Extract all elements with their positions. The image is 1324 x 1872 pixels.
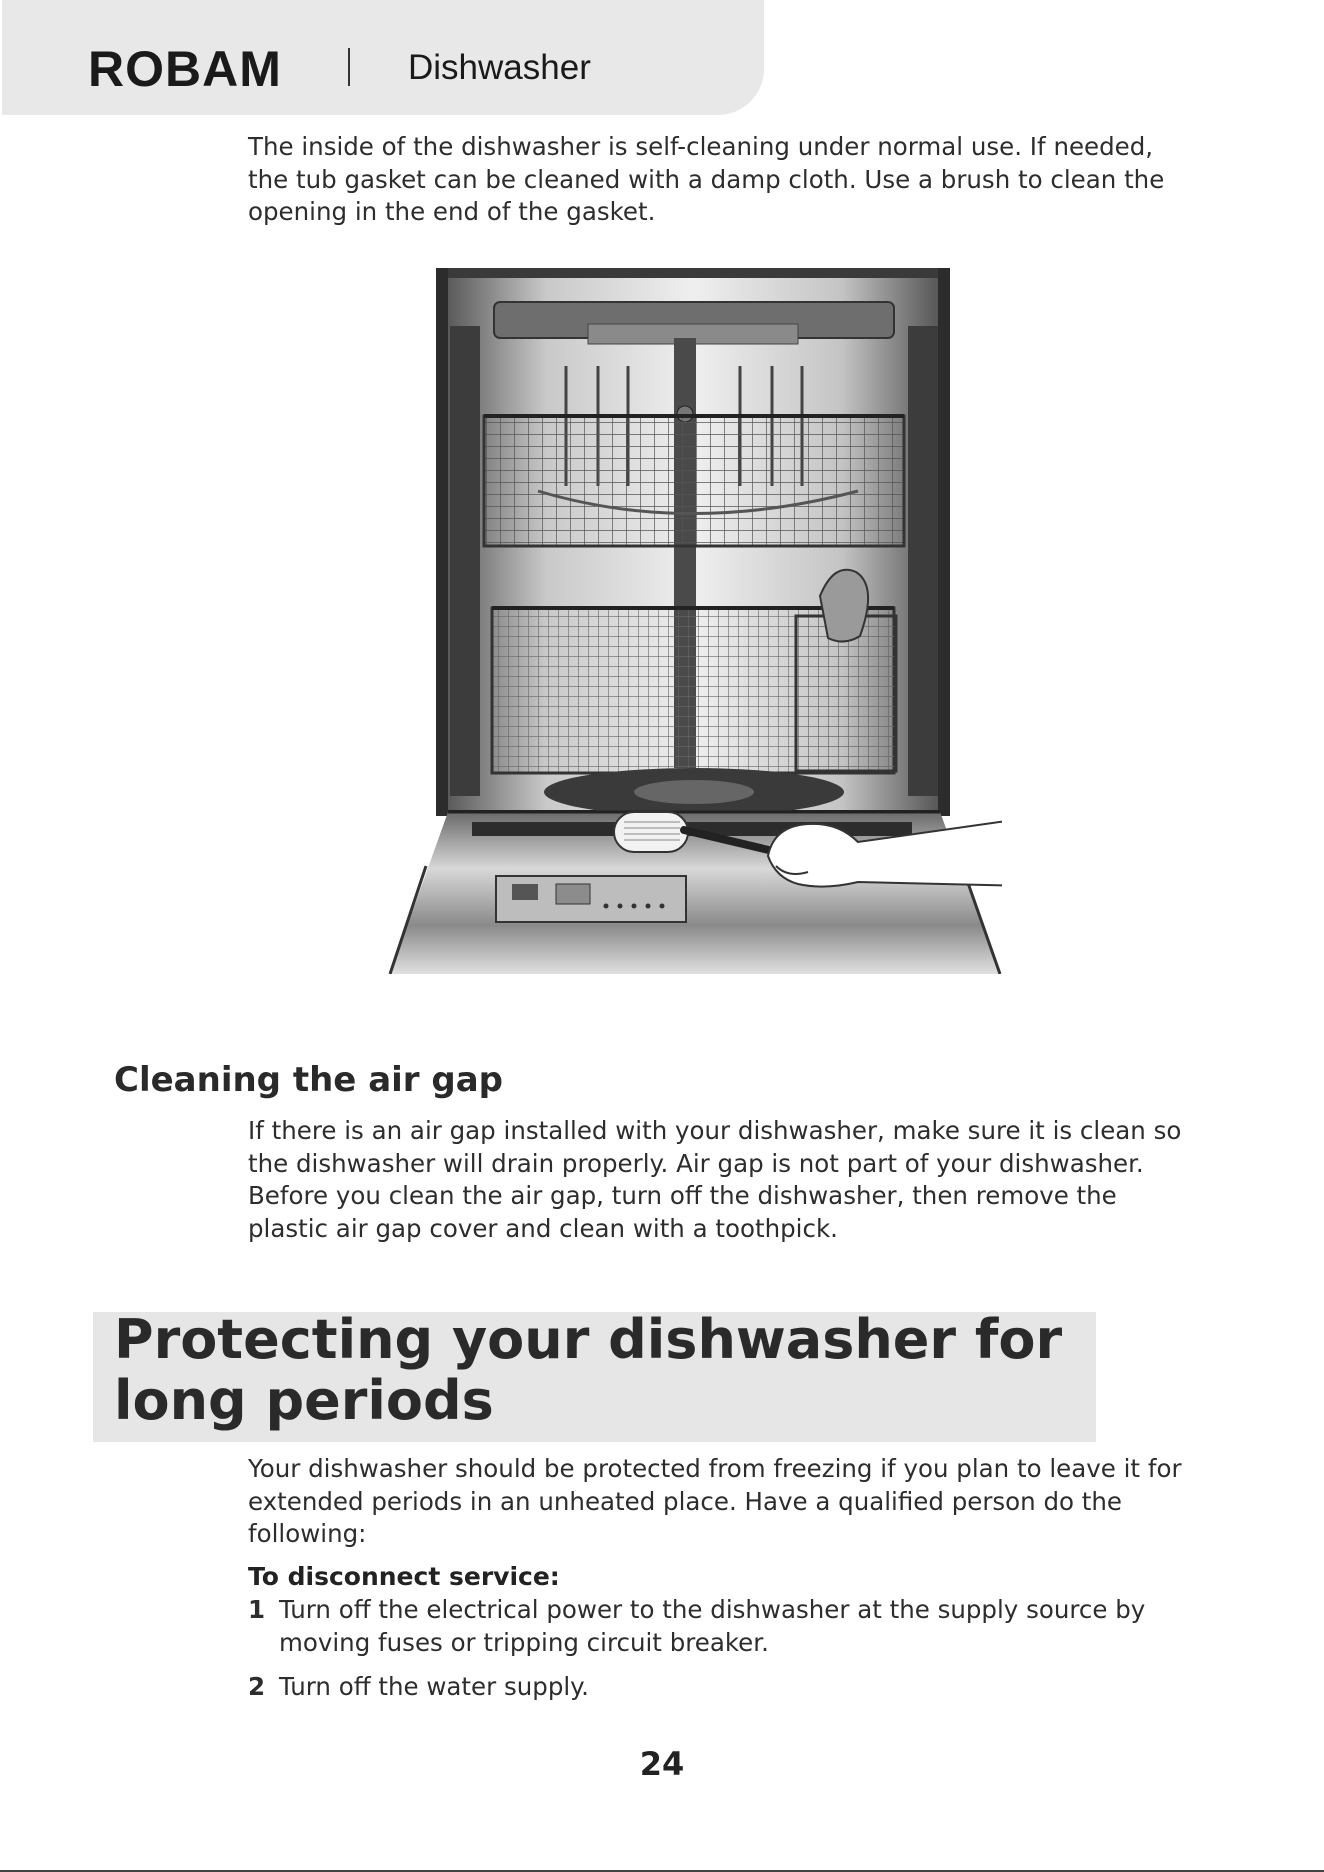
- header-section-title: Dishwasher: [408, 48, 591, 87]
- intro-paragraph: The inside of the dishwasher is self-cleaning under normal use. If needed, the tub gasket can be cleaned with a damp cloth. Use a brush to clean the opening in the end of the gasket.: [248, 132, 1165, 226]
- header-divider: [348, 48, 350, 86]
- step-number: 2: [248, 1672, 266, 1701]
- step-number: 1: [248, 1595, 266, 1624]
- disconnect-service-subheading: To disconnect service:: [248, 1562, 560, 1591]
- brand-logo: ROBAM: [88, 41, 282, 97]
- list-item: [248, 1594, 1188, 1659]
- step-text: Turn off the water supply.: [279, 1672, 589, 1701]
- list-item: [248, 1671, 1188, 1704]
- air-gap-paragraph: If there is an air gap installed with your dishwasher, make sure it is clean so the dishwasher will drain properly. Air gap is not part of your dishwasher. Before you clean the air gap, turn off the dishwasher, then remove the plastic air gap cover and clean with a toothpick.: [248, 1116, 1182, 1243]
- protecting-paragraph: Your dishwasher should be protected from freezing if you plan to leave it for extended periods in an unheated place. Have a qualified person do the following:: [248, 1454, 1182, 1548]
- page-number: 24: [639, 1745, 685, 1783]
- air-gap-heading: Cleaning the air gap: [114, 1060, 504, 1100]
- dishwasher-illustration: [388, 266, 1002, 974]
- step-text: Turn off the electrical power to the dishwasher at the supply source by moving fuses or tripping circuit breaker.: [279, 1595, 1146, 1657]
- protecting-heading: Protecting your dishwasher for long periods: [114, 1308, 1063, 1432]
